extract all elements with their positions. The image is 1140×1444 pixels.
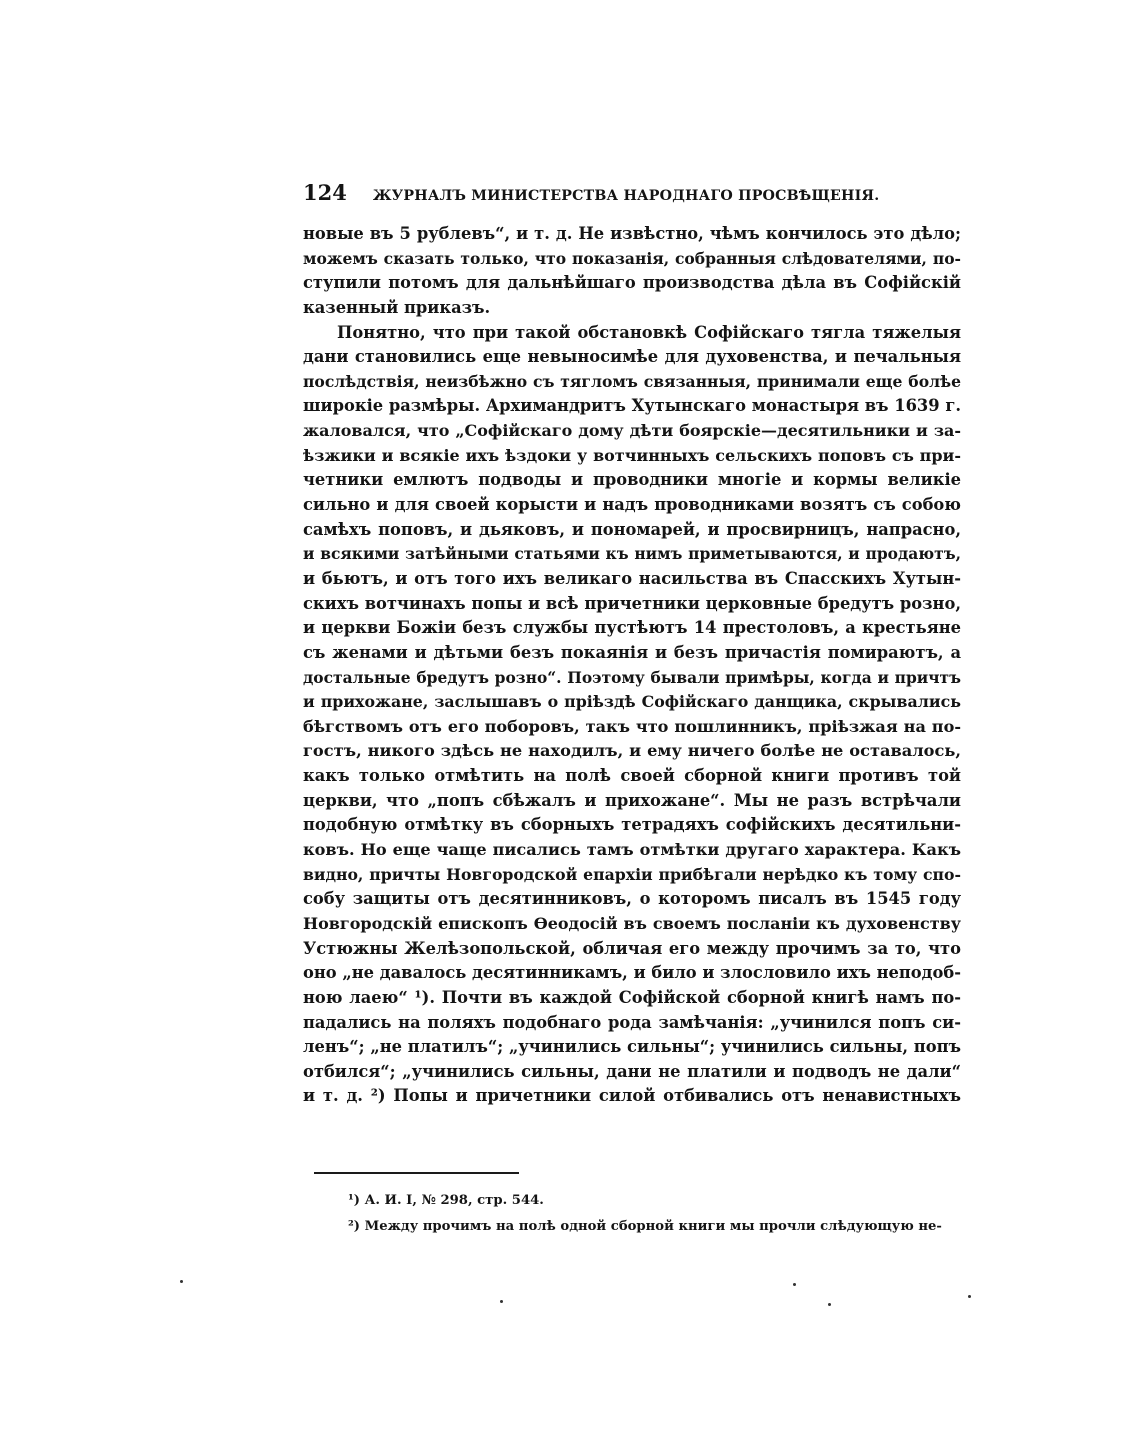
footnote-rule — [314, 1172, 519, 1174]
scan-speck — [968, 1295, 971, 1298]
text-line: подобную отмѣтку въ сборныхъ тетрадяхъ софійскихъ десятильни- — [303, 815, 961, 835]
text-line: Новгородскій епископъ Ѳеодосій въ своемъ посланіи къ духовенству — [303, 913, 961, 933]
text-line: падались на поляхъ подобнаго рода замѣчанія: „учинился попъ си- — [303, 1012, 961, 1032]
text-line: сильно и для своей корысти и надъ проводниками возятъ съ собою — [303, 495, 961, 515]
text-line: съ женами и дѣтьми безъ покаянія и безъ причастія помираютъ, а — [303, 642, 961, 662]
text-line: Понятно, что при такой обстановкѣ Софійскаго тягла тяжелыя — [337, 322, 961, 342]
text-line: послѣдствія, неизбѣжно съ тягломъ связанныя, принимали еще болѣе — [303, 371, 961, 391]
text-line: ною лаею“ ¹). Почти въ каждой Софійской сборной книгѣ намъ по- — [303, 987, 961, 1007]
text-line: и бьютъ, и отъ того ихъ великаго насильства въ Спасскихъ Хутын- — [303, 568, 961, 588]
scan-speck — [180, 1280, 183, 1283]
text-line: гостъ, никого здѣсь не находилъ, и ему ничего болѣе не оставалось, — [303, 741, 961, 761]
text-line: церкви, что „попъ сбѣжалъ и прихожане“. Мы не разъ встрѣчали — [303, 790, 961, 810]
footnote-1: ¹) А. И. I, № 298, стр. 544. — [348, 1193, 544, 1208]
text-line: казенный приказъ. — [303, 297, 491, 317]
text-line: новые въ 5 рублевъ“, и т. д. Не извѣстно, чѣмъ кончилось это дѣло; — [303, 224, 961, 243]
text-line: можемъ сказать только, что показанія, собранныя слѣдователями, по- — [303, 248, 961, 268]
text-line: самѣхъ поповъ, и дьяковъ, и пономарей, и просвирницъ, напрасно, — [303, 519, 961, 539]
text-line: скихъ вотчинахъ попы и всѣ причетники церковные бредутъ розно, — [303, 593, 961, 613]
text-line: бѣгствомъ отъ его поборовъ, такъ что пошлинникъ, пріѣзжая на по- — [303, 716, 961, 736]
text-line: Устюжны Желѣзопольской, обличая его между прочимъ за то, что — [303, 938, 961, 958]
text-line: и церкви Божіи безъ службы пустѣютъ 14 престоловъ, а крестьяне — [303, 618, 961, 638]
text-line: ковъ. Но еще чаще писались тамъ отмѣтки другаго характера. Какъ — [303, 840, 961, 860]
text-line: какъ только отмѣтить на полѣ своей сборной книги противъ той — [303, 766, 961, 786]
footnotes — [348, 1188, 968, 1240]
text-line: ленъ“; „не платилъ“; „учинились сильны“; учинились сильны, попъ — [303, 1037, 961, 1057]
text-line: достальные бредутъ розно“. Поэтому бывали примѣры, когда и причтъ — [303, 667, 961, 687]
text-line: и прихожане, заслышавъ о пріѣздѣ Софійскаго данщика, скрывались — [303, 692, 961, 712]
text-line: видно, причты Новгородской епархіи прибѣгали нерѣдко къ тому спо- — [303, 864, 961, 884]
text-line: четники емлютъ подводы и проводники многіе и кормы великіе — [303, 470, 961, 490]
scan-speck — [828, 1303, 831, 1306]
footnote-2: ²) Между прочимъ на полѣ одной сборной книги мы прочли слѣдующую не- — [348, 1219, 942, 1234]
page-header — [303, 180, 963, 206]
text-line: жаловался, что „Софійскаго дому дѣти боярскіе—десятильники и за- — [303, 421, 961, 441]
text-line: и т. д. ²) Попы и причетники силой отбивались отъ ненавистныхъ — [303, 1086, 961, 1106]
scan-speck — [793, 1283, 796, 1286]
text-line: ѣзжики и всякіе ихъ ѣздоки у вотчинныхъ сельскихъ поповъ съ при- — [303, 445, 961, 465]
text-line: и всякими затѣйными статьями къ нимъ приметываются, и продаютъ, — [303, 544, 961, 564]
text-line: отбился“; „учинились сильны, дани не платили и подводъ не дали“ — [303, 1061, 961, 1081]
scan-speck — [500, 1300, 503, 1303]
text-line: широкіе размѣры. Архимандритъ Хутынскаго монастыря въ 1639 г. — [303, 396, 961, 416]
text-line: оно „не давалось десятинникамъ, и било и злословило ихъ неподоб- — [303, 963, 961, 983]
text-line: дани становились еще невыносимѣе для духовенства, и печальныя — [303, 347, 961, 367]
body-text — [303, 222, 961, 1109]
running-title: ЖУРНАЛЪ МИНИСТЕРСТВА НАРОДНАГО ПРОСВѢЩЕНІЯ. — [372, 188, 880, 204]
page-number: 124 — [303, 180, 347, 205]
text-line: собу защиты отъ десятинниковъ, о которомъ писалъ въ 1545 году — [303, 889, 961, 909]
text-line: ступили потомъ для дальнѣйшаго производства дѣла въ Софійскій — [303, 273, 961, 293]
